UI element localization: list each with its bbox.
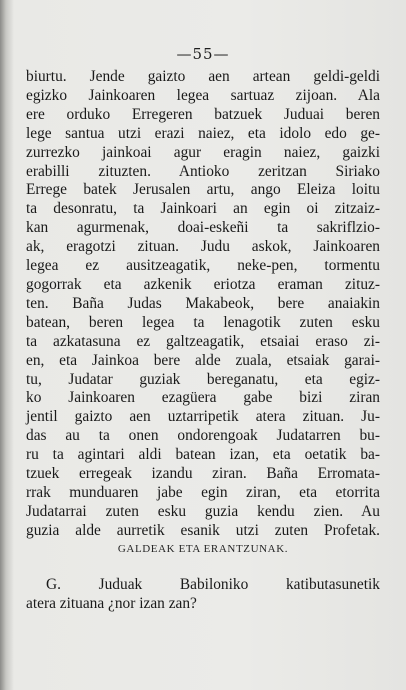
text-line: jentil gaizto aen uztarripetik atera zituan. Ju-: [26, 408, 380, 426]
text-line: erabilli zituzten. Antioko zeritzan Siriako: [26, 162, 380, 180]
text-line: gogorrak eta azkenik eriotza eraman zituz-: [26, 275, 380, 293]
text-line: legea ez ausitzeagatik, neke-pen, tormentu: [26, 257, 380, 275]
text-line: guzia alde aurretik esanik utzi zuten Profetak.: [26, 521, 380, 539]
text-line: das au ta onen ondorengoak Judatarren bu-: [26, 427, 380, 445]
text-line: ere orduko Erregeren batzuek Juduai beren: [26, 105, 380, 123]
text-line: ru ta agintari aldi batean izan, eta oetatik ba-: [26, 446, 380, 464]
text-line: Errege batek Jerusalen artu, ango Eleiza loitu: [26, 181, 380, 199]
text-line: ta desonratu, ta Jainkoari an egin oi zitzaiz-: [26, 200, 380, 218]
text-line: ko Jainkoaren ezagüera gabe bizi ziran: [26, 389, 380, 407]
text-line: ta azkatasuna ez galtzeagatik, etsaiai eraso zi-: [26, 332, 380, 350]
text-line: kan agurmenak, doai-eskeñi ta sakriflzio-: [26, 219, 380, 237]
text-line: egizko Jainkoaren legea sartuaz zijoan. Ala: [26, 86, 380, 104]
text-line: biurtu. Jende gaizto aen artean geldi-geldi: [26, 68, 380, 85]
question-paragraph: [26, 575, 380, 613]
text-line: en, eta Jainkoa bere alde zuala, etsaiak garai-: [26, 351, 380, 369]
text-line: tzuek erregeak izandu ziran. Baña Erromata-: [26, 465, 380, 483]
text-line: Judatarrai zuten esku guzia kendu zien. Au: [26, 502, 380, 520]
question-line: atera zituana ¿nor izan zan?: [26, 595, 197, 612]
text-line: zurrezko jainkoai agur eragin naiez, gaizki: [26, 143, 380, 161]
body-paragraph: [26, 68, 380, 541]
question-line: G. Juduak Babiloniko katibutasunetik: [46, 576, 380, 593]
text-line: tu, Judatar guziak bereganatu, eta egiz-: [26, 370, 380, 388]
text-line: ak, eragotzi zituan. Judu askok, Jainkoaren: [26, 238, 380, 256]
section-heading: GALDEAK ETA ERANTZUNAK.: [117, 543, 289, 555]
text-line: ten. Baña Judas Makabeok, bere anaiakin: [26, 294, 380, 312]
text-line: batean, beren legea ta lenagotik zuten esku: [26, 313, 380, 331]
page-number: —55—: [176, 45, 230, 63]
text-line: lege santua utzi erazi naiez, eta idolo edo ge-: [26, 124, 380, 142]
text-line: rrak munduaren jabe egin ziran, eta etorrita: [26, 483, 380, 501]
